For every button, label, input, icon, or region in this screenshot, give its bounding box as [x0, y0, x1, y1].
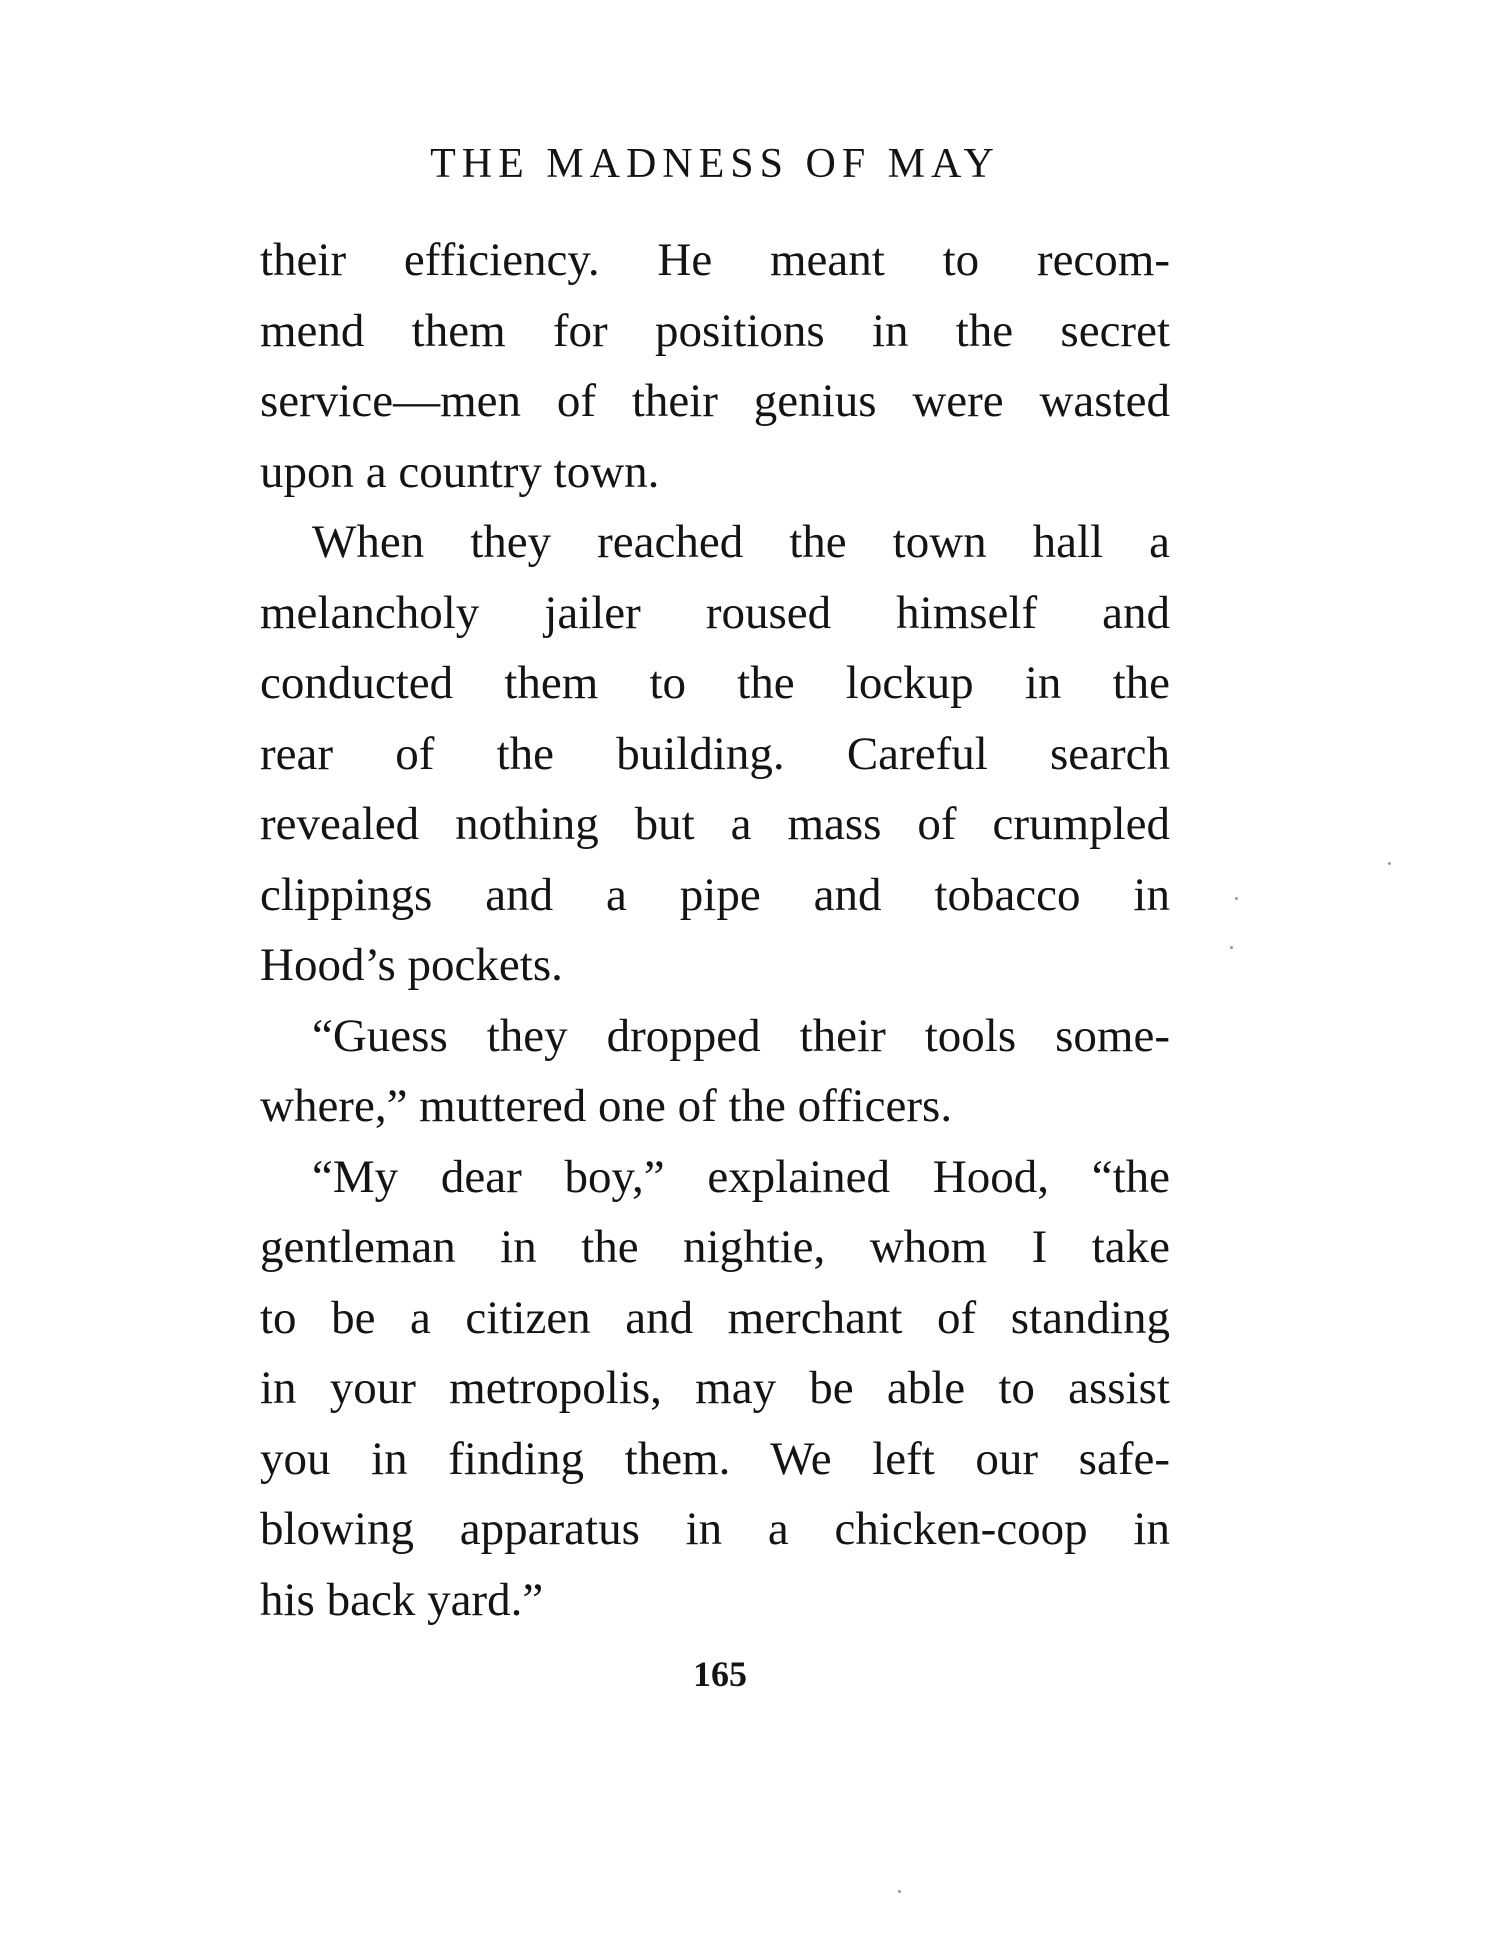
text-line: “My dear boy,” explained Hood, “the [312, 1150, 1170, 1203]
scan-speck [1388, 862, 1391, 865]
text-line: where,” muttered one of the officers. [260, 1080, 953, 1132]
running-title: THE MADNESS OF MAY [430, 141, 1000, 187]
text-line: gentleman in the nightie, whom I take [260, 1221, 1170, 1273]
scan-speck [1230, 946, 1233, 949]
text-line: melancholy jailer roused himself and [260, 586, 1170, 639]
text-line: mend them for positions in the secret [260, 304, 1170, 357]
text-line: When they reached the town hall a [312, 516, 1170, 568]
text-line: you in finding them. We left our safe- [260, 1432, 1170, 1485]
text-line: rear of the building. Careful search [260, 727, 1170, 780]
text-line: “Guess they dropped their tools some- [312, 1009, 1170, 1062]
page-number: 165 [693, 1654, 747, 1694]
body-text [260, 225, 1170, 1635]
text-line: Hood’s pockets. [260, 939, 563, 991]
text-line: blowing apparatus in a chicken-coop in [260, 1503, 1170, 1555]
scan-speck [898, 1890, 901, 1893]
text-line: revealed nothing but a mass of crumpled [260, 798, 1170, 850]
text-line: conducted them to the lockup in the [260, 657, 1170, 709]
text-line: service—men of their genius were wasted [260, 375, 1170, 427]
text-line: clippings and a pipe and tobacco in [260, 868, 1170, 921]
text-line: to be a citizen and merchant of standing [260, 1291, 1170, 1344]
text-line: upon a country town. [260, 445, 660, 498]
text-line: in your metropolis, may be able to assist [260, 1362, 1170, 1414]
text-line: their efficiency. He meant to recom- [260, 234, 1170, 286]
scan-speck [1235, 897, 1238, 900]
text-line: his back yard.” [260, 1573, 544, 1626]
